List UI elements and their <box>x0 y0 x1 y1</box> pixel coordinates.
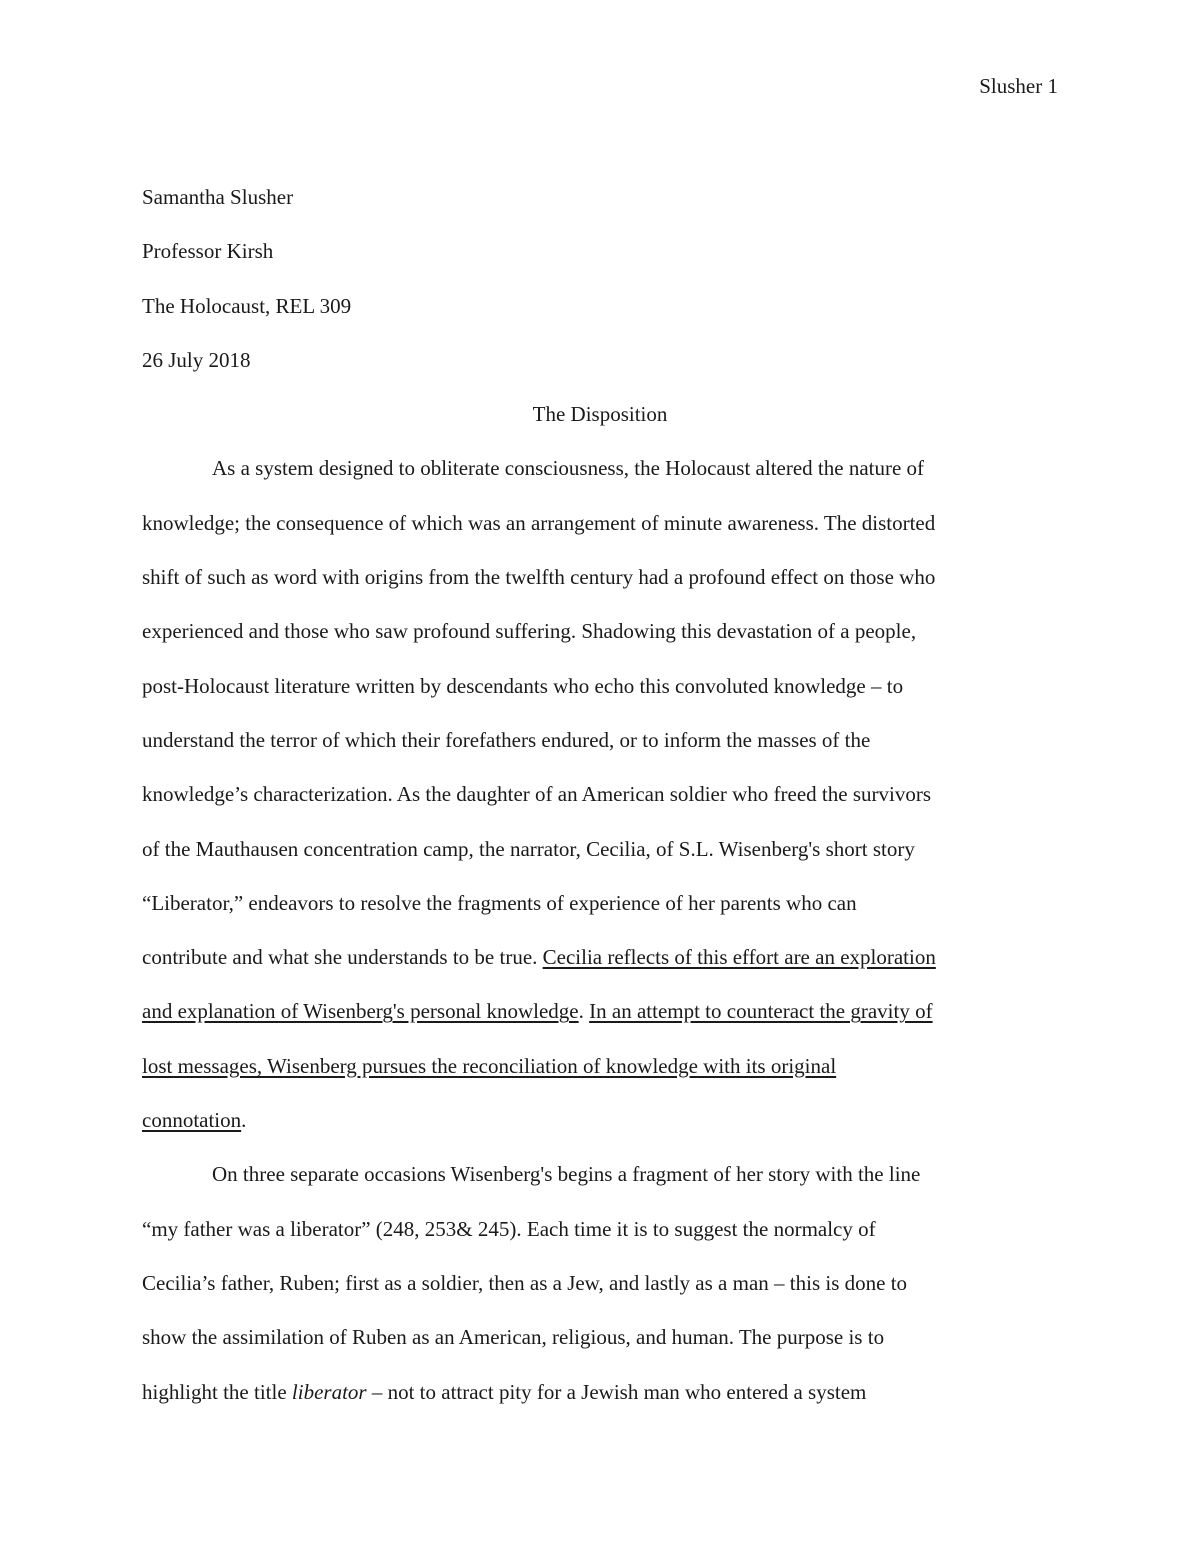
paragraph-line: “my father was a liberator” (248, 253& 245). Each time it is to suggest the normalcy of <box>142 1216 876 1241</box>
paragraph-line <box>142 984 1062 1038</box>
line-text: . <box>578 999 590 1024</box>
paragraph-line: of the Mauthausen concentration camp, the narrator, Cecilia, of S.L. Wisenberg's short story <box>142 836 915 861</box>
line-text: . <box>241 1108 247 1133</box>
paragraph-line <box>142 930 1062 984</box>
paragraph-line <box>142 1093 1062 1147</box>
course-name: The Holocaust, REL 309 <box>142 293 352 318</box>
paragraph-1 <box>142 441 1062 1147</box>
paragraph-line: As a system designed to obliterate consciousness, the Holocaust altered the nature of <box>212 456 925 481</box>
paragraph-line: On three separate occasions Wisenberg's begins a fragment of her story with the line <box>212 1162 921 1187</box>
paragraph-line: understand the terror of which their forefathers endured, or to inform the masses of the <box>142 727 871 752</box>
underlined-thesis-text: In an attempt to counteract the gravity of <box>589 999 933 1024</box>
document-body <box>142 170 1062 1419</box>
essay-title: The Disposition <box>532 402 668 427</box>
professor-name: Professor Kirsh <box>142 239 274 264</box>
line-text: contribute and what she understands to be true. <box>142 945 543 970</box>
underlined-thesis-text: lost messages, Wisenberg pursues the reconciliation of knowledge with its original <box>142 1053 837 1078</box>
underlined-thesis-text: Cecilia reflects of this effort are an exploration <box>542 945 936 970</box>
paragraph-2 <box>142 1147 1062 1418</box>
paragraph-line: experienced and those who saw profound suffering. Shadowing this devastation of a people, <box>142 619 917 644</box>
line-text: highlight the title <box>142 1379 292 1404</box>
underlined-thesis-text: connotation <box>142 1108 242 1133</box>
paragraph-line: knowledge; the consequence of which was an arrangement of minute awareness. The distorted <box>142 510 936 535</box>
running-head: Slusher 1 <box>979 74 1058 98</box>
line-text: – not to attract pity for a Jewish man who entered a system <box>366 1379 867 1404</box>
paragraph-line: post-Holocaust literature written by descendants who echo this convoluted knowledge – to <box>142 673 904 698</box>
paragraph-line <box>142 1365 1062 1419</box>
paragraph-line: knowledge’s characterization. As the daughter of an American soldier who freed the survivors <box>142 782 931 807</box>
paragraph-line <box>142 1039 1062 1093</box>
paragraph-line: shift of such as word with origins from the twelfth century had a profound effect on those who <box>142 565 936 590</box>
paragraph-line: “Liberator,” endeavors to resolve the fragments of experience of her parents who can <box>142 890 857 915</box>
italic-term: liberator <box>291 1379 367 1404</box>
underlined-thesis-text: and explanation of Wisenberg's personal knowledge <box>142 999 579 1024</box>
paragraph-line: show the assimilation of Ruben as an American, religious, and human. The purpose is to <box>142 1325 885 1350</box>
submission-date: 26 July 2018 <box>142 347 251 372</box>
paragraph-line: Cecilia’s father, Ruben; first as a soldier, then as a Jew, and lastly as a man – this is done to <box>142 1270 908 1295</box>
author-name: Samantha Slusher <box>142 185 294 209</box>
